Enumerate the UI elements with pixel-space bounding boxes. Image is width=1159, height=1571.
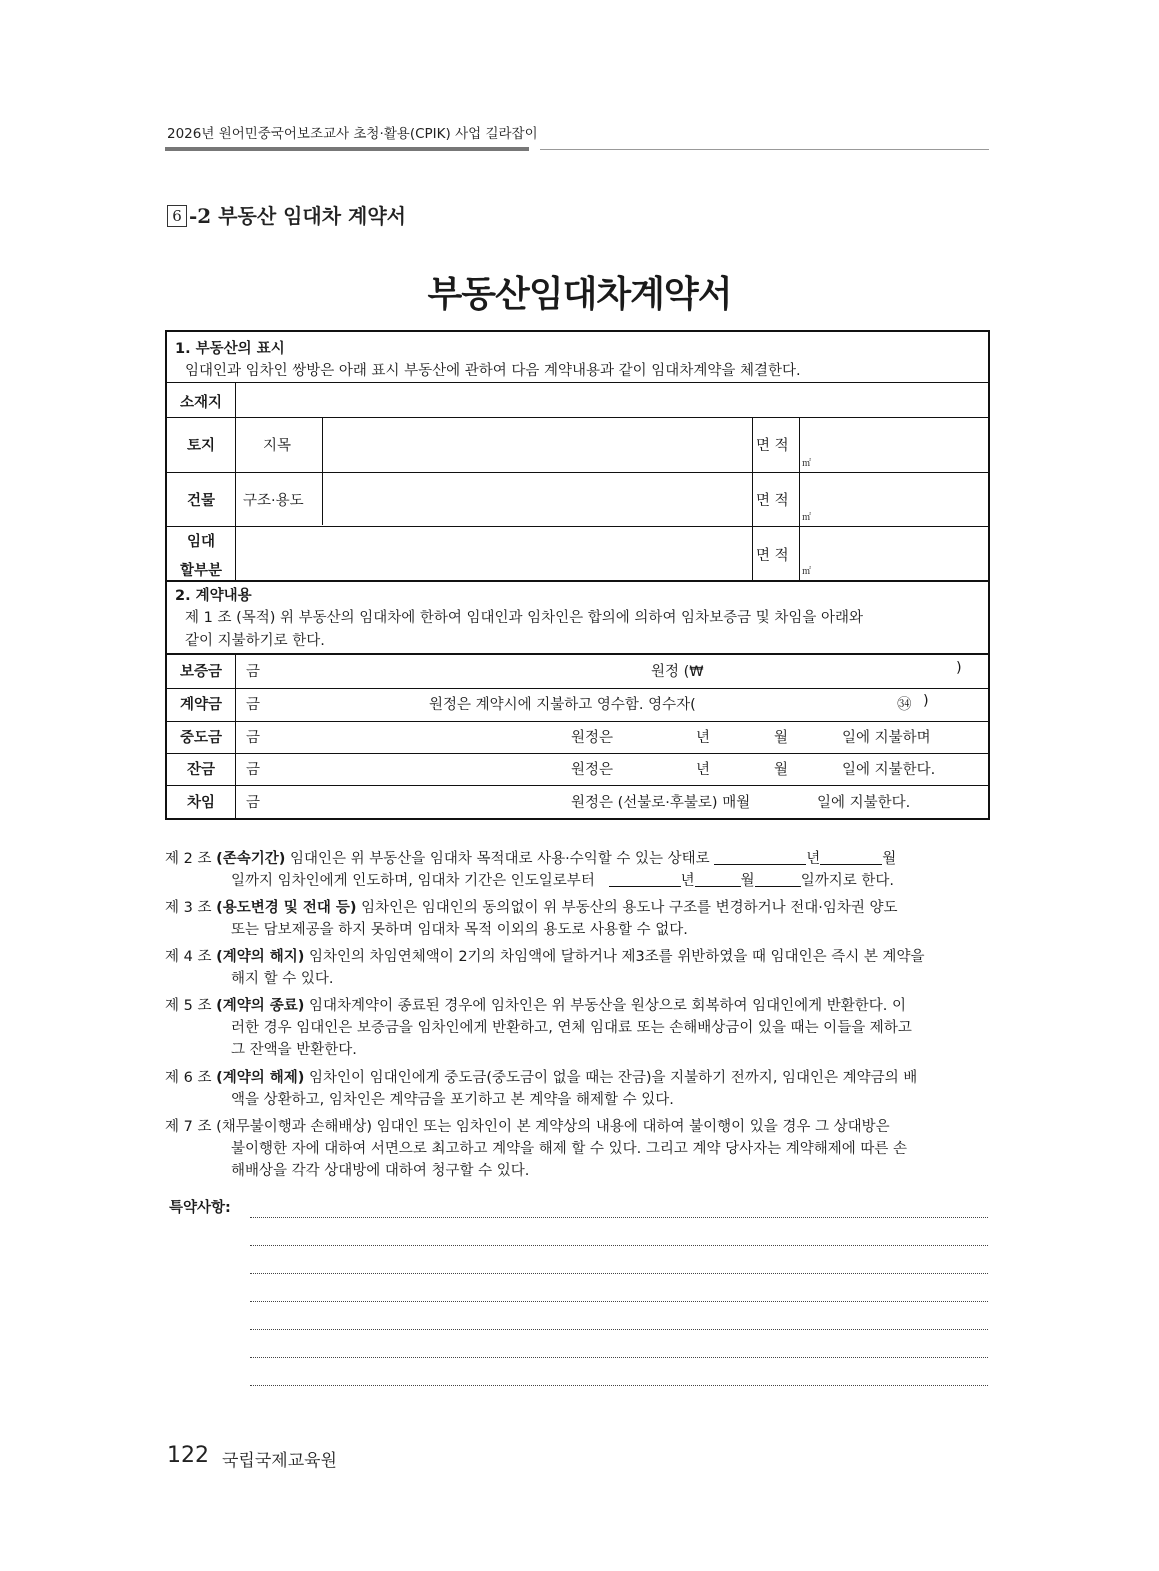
article-7: 제 7 조 (채무불이행과 손해배상) 임대인 또는 임차인이 본 계약상의 내용에 대하여 불이행이 있을 경우 그 상대방은 불이행한 자에 대하여 서면으로 최고하고 계약을 해제 할 수 있다. 그리고 계약 당사자는 계약해제에 따른 손 해배상을 각각 상대방에 대하여 청구할 수 있다. <box>165 1119 908 1179</box>
special-terms-line[interactable] <box>250 1273 988 1274</box>
section-title <box>167 200 406 229</box>
special-terms-label: 특약사항: <box>169 1200 231 1216</box>
property-intro: 임대인과 임차인 쌍방은 아래 표시 부동산에 관하여 다음 계약내용과 같이 임대차계약을 체결한다. <box>185 363 801 379</box>
balance-month: 월 <box>774 762 789 778</box>
interim-text: 원정은 <box>571 730 614 746</box>
section-number: 6 <box>167 205 187 227</box>
down-payment-close: ) <box>923 693 929 709</box>
land-area-label: 면 적 <box>756 438 789 454</box>
interim-label: 중도금 <box>179 730 223 746</box>
article-6: 제 6 조 (계약의 해제) 임차인이 임대인에게 중도금(중도금이 없을 때는 잔금)을 지불하기 전까지, 임대인은 계약금의 배 액을 상환하고, 임차인은 계약금을 포기하고 본 계약을 해제할 수 있다. <box>165 1070 918 1108</box>
special-terms-line[interactable] <box>250 1301 988 1302</box>
balance-label: 잔금 <box>186 762 215 778</box>
footer-organization: 국립국제교육원 <box>222 1451 337 1471</box>
interim-tail: 일에 지불하며 <box>842 730 931 746</box>
article1-line1: 제 1 조 (목적) 위 부동산의 임대차에 한하여 임대인과 임차인은 합의에 의하여 임차보증금 및 차임을 아래와 <box>185 610 863 626</box>
down-payment-label: 계약금 <box>179 697 223 713</box>
deposit-close: ) <box>956 660 962 676</box>
article1-line2: 같이 지불하기로 한다. <box>185 633 325 649</box>
special-terms-line[interactable] <box>250 1385 988 1386</box>
rent-text: 원정은 (선불로·후불로) 매월 <box>571 795 751 811</box>
deposit-text: 원정 (₩ <box>651 664 704 680</box>
article-3: 제 3 조 (용도변경 및 전대 등) 임차인은 임대인의 동의없이 위 부동산의 용도나 구조를 변경하거나 전대·임차권 양도 또는 담보제공을 하지 못하며 임대차 목적 이외의 용도로 사용할 수 없다. <box>165 900 898 938</box>
article-2: 제 2 조 (존속기간) 임대인은 위 부동산을 임대차 목적대로 사용·수익할 수 있는 상태로 년 월 일까지 임차인에게 인도하며, 임대차 기간은 인도일로부터 년 월 일까지로 한다. <box>165 851 897 889</box>
interim-prefix: 금 <box>246 730 261 746</box>
deposit-prefix: 금 <box>246 664 261 680</box>
building-structure-label: 구조·용도 <box>243 493 304 509</box>
lease-part-field[interactable] <box>237 528 751 579</box>
deposit-label: 보증금 <box>179 664 223 680</box>
interim-year: 년 <box>696 730 711 746</box>
location-label: 소재지 <box>179 395 223 411</box>
building-area-label: 면 적 <box>756 493 789 509</box>
balance-prefix: 금 <box>246 762 261 778</box>
building-structure-field[interactable] <box>324 474 751 526</box>
balance-year: 년 <box>696 762 711 778</box>
down-payment-text: 원정은 계약시에 지불하고 영수함. 영수자( <box>429 697 696 713</box>
building-label: 건물 <box>186 493 215 509</box>
building-area-field[interactable] <box>801 474 986 526</box>
lease-area-field[interactable] <box>801 528 986 579</box>
seal-mark: ㉞ <box>897 697 912 713</box>
rent-tail: 일에 지불한다. <box>817 795 911 811</box>
lease-part-label-1: 임대 <box>186 534 215 550</box>
receiver-field[interactable] <box>757 690 887 718</box>
deposit-amount-field[interactable] <box>715 657 953 685</box>
header-rule-thin <box>540 149 989 150</box>
special-terms-line[interactable] <box>250 1217 988 1218</box>
balance-tail: 일에 지불한다. <box>842 762 936 778</box>
lease-part-label-2: 할부분 <box>179 563 223 579</box>
article-5: 제 5 조 (계약의 종료) 임대차계약이 종료된 경우에 임차인은 위 부동산을 원상으로 회복하여 임대인에게 반환한다. 이 러한 경우 임대인은 보증금을 임차인에게 반환하고, 연체 임대료 또는 손해배상금이 있을 때는 이들을 제하고 그 잔액을 반환한다. <box>165 998 912 1058</box>
contract-heading: 2. 계약내용 <box>175 588 252 604</box>
lease-area-unit: ㎡ <box>802 567 812 577</box>
header-rule-thick <box>165 147 529 151</box>
land-label: 토지 <box>186 438 215 454</box>
page-number: 122 <box>167 1443 209 1468</box>
running-header: 2026년 원어민중국어보조교사 초청·활용(CPIK) 사업 길라잡이 <box>167 126 538 142</box>
property-heading: 1. 부동산의 표시 <box>175 341 285 357</box>
down-payment-prefix: 금 <box>246 697 261 713</box>
section-title-text: -2 부동산 임대차 계약서 <box>189 204 406 228</box>
special-terms-line[interactable] <box>250 1245 988 1246</box>
document-title: 부동산임대차계약서 <box>427 274 732 315</box>
location-field[interactable] <box>237 384 986 416</box>
land-area-field[interactable] <box>801 419 986 471</box>
land-category-label: 지목 <box>263 438 292 454</box>
lease-area-label: 면 적 <box>756 548 789 564</box>
land-area-unit: ㎡ <box>802 459 812 469</box>
rent-label: 차임 <box>186 795 215 811</box>
article-4: 제 4 조 (계약의 해지) 임차인의 차임연체액이 2기의 차임액에 달하거나 제3조를 위반하였을 때 임대인은 즉시 본 계약을 해지 할 수 있다. <box>165 949 925 987</box>
contract-form <box>165 330 990 820</box>
land-category-field[interactable] <box>324 419 751 471</box>
interim-month: 월 <box>774 730 789 746</box>
building-area-unit: ㎡ <box>802 513 812 523</box>
balance-text: 원정은 <box>571 762 614 778</box>
special-terms-line[interactable] <box>250 1357 988 1358</box>
special-terms-line[interactable] <box>250 1329 988 1330</box>
rent-prefix: 금 <box>246 795 261 811</box>
